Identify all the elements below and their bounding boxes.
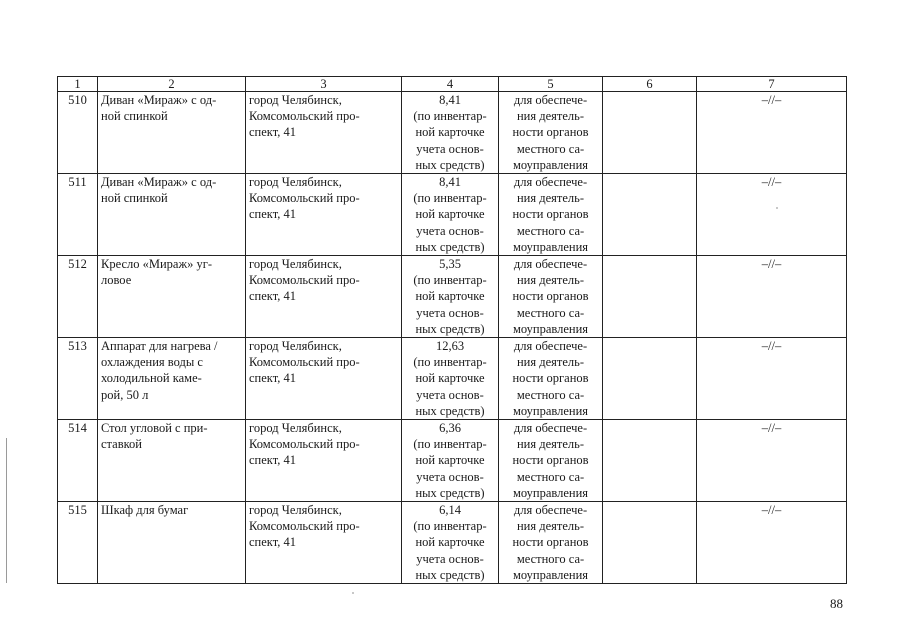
item-note-cell: –//–: [697, 92, 847, 174]
page-number: 88: [830, 596, 843, 611]
item-note-cell: –//–: [697, 420, 847, 502]
item-value-cell-line: ной карточке: [415, 371, 485, 386]
item-purpose-cell-line: местного са-: [516, 305, 585, 320]
column-6-cell: [603, 502, 697, 584]
item-value-cell-line: (по инвентар-: [413, 355, 487, 370]
item-number-cell: 513: [58, 338, 98, 420]
item-purpose-cell-line: для обеспече-: [513, 339, 588, 354]
property-table: [57, 76, 847, 584]
item-purpose-cell-line: ния деятель-: [516, 437, 585, 452]
item-value-cell-line: учета основ-: [416, 551, 484, 566]
item-value-cell: [402, 338, 499, 420]
item-number-cell: 512: [58, 256, 98, 338]
item-purpose-cell-line: ния деятель-: [516, 273, 585, 288]
item-purpose-cell-line: ности органов: [512, 289, 589, 304]
item-purpose-cell-line: моуправления: [512, 567, 589, 582]
item-value-cell-line: 8,41: [439, 175, 461, 190]
item-purpose-cell-line: ния деятель-: [516, 191, 585, 206]
item-name-cell-line: охлаждения воды с: [101, 355, 203, 370]
item-purpose-cell-line: ности органов: [512, 535, 589, 550]
item-address-cell-line: спект, 41: [249, 125, 296, 140]
item-purpose-cell-line: ности органов: [512, 207, 589, 222]
item-address-cell-line: Комсомольский про-: [249, 519, 360, 534]
item-value-cell-line: 6,14: [439, 503, 461, 518]
item-purpose-cell-line: ности органов: [512, 371, 589, 386]
item-purpose-cell-line: местного са-: [516, 141, 585, 156]
item-address-cell-line: спект, 41: [249, 453, 296, 468]
item-address-cell: [246, 502, 402, 584]
item-name-cell: [98, 420, 246, 502]
item-name-cell: [98, 502, 246, 584]
item-purpose-cell-line: моуправления: [512, 239, 589, 254]
item-name-cell-line: ной спинкой: [101, 109, 168, 124]
column-number-7: 7: [697, 77, 847, 92]
item-address-cell-line: Комсомольский про-: [249, 355, 360, 370]
item-address-cell: [246, 92, 402, 174]
item-name-cell-line: Аппарат для нагрева /: [101, 339, 218, 354]
item-purpose-cell-line: ности органов: [512, 453, 589, 468]
item-address-cell: [246, 420, 402, 502]
item-address-cell-line: город Челябинск,: [249, 257, 342, 272]
item-purpose-cell-line: моуправления: [512, 157, 589, 172]
item-purpose-cell-line: местного са-: [516, 469, 585, 484]
item-name-cell-line: рой, 50 л: [101, 387, 149, 402]
column-6-cell: [603, 256, 697, 338]
item-value-cell-line: ных средств): [415, 567, 485, 582]
item-purpose-cell-line: местного са-: [516, 551, 585, 566]
item-purpose-cell: [499, 174, 603, 256]
item-purpose-cell-line: моуправления: [512, 321, 589, 336]
table-row: [58, 92, 847, 174]
item-address-cell-line: город Челябинск,: [249, 339, 342, 354]
item-purpose-cell-line: для обеспече-: [513, 93, 588, 107]
item-name-cell: [98, 174, 246, 256]
item-value-cell-line: учета основ-: [416, 387, 484, 402]
item-name-cell-line: ной спинкой: [101, 191, 168, 206]
column-6-cell: [603, 420, 697, 502]
item-name-cell-line: Кресло «Мираж» уг-: [101, 257, 213, 272]
item-address-cell-line: спект, 41: [249, 289, 296, 304]
item-address-cell-line: Комсомольский про-: [249, 273, 360, 288]
item-address-cell-line: город Челябинск,: [249, 93, 342, 107]
item-purpose-cell-line: местного са-: [516, 387, 585, 402]
column-number-1: 1: [58, 77, 98, 92]
item-address-cell-line: Комсомольский про-: [249, 437, 360, 452]
item-note-cell: –//–: [697, 338, 847, 420]
item-value-cell-line: 12,63: [435, 339, 465, 354]
item-number-cell: 511: [58, 174, 98, 256]
column-6-cell: [603, 338, 697, 420]
column-6-cell: [603, 92, 697, 174]
item-address-cell: [246, 174, 402, 256]
item-purpose-cell-line: ния деятель-: [516, 355, 585, 370]
column-number-3: 3: [246, 77, 402, 92]
scan-speck: [352, 592, 354, 594]
item-value-cell-line: 8,41: [439, 93, 461, 107]
item-value-cell-line: 6,36: [439, 421, 461, 436]
item-value-cell-line: ных средств): [415, 403, 485, 418]
table-row: [58, 174, 847, 256]
item-value-cell-line: ной карточке: [415, 207, 485, 222]
item-note-cell: –//–: [697, 502, 847, 584]
item-value-cell-line: учета основ-: [416, 305, 484, 320]
item-name-cell-line: Шкаф для бумаг: [101, 503, 189, 518]
item-address-cell-line: Комсомольский про-: [249, 109, 360, 124]
column-number-header-row: [58, 77, 847, 92]
item-value-cell-line: 5,35: [439, 257, 461, 272]
item-purpose-cell: [499, 338, 603, 420]
item-value-cell: [402, 92, 499, 174]
item-purpose-cell-line: моуправления: [512, 403, 589, 418]
item-purpose-cell-line: ния деятель-: [516, 519, 585, 534]
item-name-cell-line: ставкой: [101, 437, 142, 452]
item-purpose-cell-line: моуправления: [512, 485, 589, 500]
column-6-cell: [603, 174, 697, 256]
item-purpose-cell: [499, 256, 603, 338]
item-note-cell: –//–: [697, 174, 847, 256]
item-value-cell-line: учета основ-: [416, 223, 484, 238]
column-number-5: 5: [499, 77, 603, 92]
column-number-2: 2: [98, 77, 246, 92]
item-value-cell-line: ной карточке: [415, 535, 485, 550]
item-address-cell-line: спект, 41: [249, 371, 296, 386]
item-value-cell-line: ных средств): [415, 157, 485, 172]
item-address-cell-line: Комсомольский про-: [249, 191, 360, 206]
item-purpose-cell-line: ности органов: [512, 125, 589, 140]
item-address-cell-line: город Челябинск,: [249, 175, 342, 190]
item-value-cell-line: учета основ-: [416, 469, 484, 484]
item-value-cell-line: ных средств): [415, 321, 485, 336]
item-purpose-cell-line: местного са-: [516, 223, 585, 238]
item-value-cell: [402, 256, 499, 338]
item-address-cell-line: спект, 41: [249, 535, 296, 550]
item-purpose-cell-line: ния деятель-: [516, 109, 585, 124]
item-purpose-cell-line: для обеспече-: [513, 503, 588, 518]
item-number-cell: 514: [58, 420, 98, 502]
item-value-cell-line: (по инвентар-: [413, 519, 487, 534]
scan-edge-line: [6, 438, 7, 583]
item-name-cell: [98, 92, 246, 174]
item-value-cell-line: учета основ-: [416, 141, 484, 156]
item-address-cell: [246, 256, 402, 338]
item-name-cell: [98, 338, 246, 420]
item-value-cell-line: (по инвентар-: [413, 437, 487, 452]
item-address-cell: [246, 338, 402, 420]
item-name-cell-line: холодильной каме-: [101, 371, 202, 386]
item-value-cell-line: ной карточке: [415, 289, 485, 304]
item-name-cell-line: ловое: [101, 273, 132, 288]
table-row: [58, 338, 847, 420]
item-name-cell-line: Стол угловой с при-: [101, 421, 208, 436]
item-purpose-cell-line: для обеспече-: [513, 257, 588, 272]
column-number-4: 4: [402, 77, 499, 92]
item-purpose-cell: [499, 420, 603, 502]
item-value-cell-line: (по инвентар-: [413, 109, 487, 124]
item-purpose-cell: [499, 502, 603, 584]
item-value-cell: [402, 420, 499, 502]
item-number-cell: 510: [58, 92, 98, 174]
item-address-cell-line: город Челябинск,: [249, 503, 342, 518]
table-row: [58, 420, 847, 502]
item-value-cell-line: ной карточке: [415, 125, 485, 140]
item-note-cell: –//–: [697, 256, 847, 338]
item-number-cell: 515: [58, 502, 98, 584]
item-value-cell-line: (по инвентар-: [413, 191, 487, 206]
item-value-cell-line: (по инвентар-: [413, 273, 487, 288]
item-purpose-cell-line: для обеспече-: [513, 421, 588, 436]
item-purpose-cell: [499, 92, 603, 174]
table-row: [58, 256, 847, 338]
item-value-cell: [402, 174, 499, 256]
item-name-cell-line: Диван «Мираж» с од-: [101, 175, 217, 190]
item-value-cell-line: ных средств): [415, 239, 485, 254]
item-name-cell-line: Диван «Мираж» с од-: [101, 93, 217, 107]
table-row: [58, 502, 847, 584]
item-address-cell-line: город Челябинск,: [249, 421, 342, 436]
item-value-cell: [402, 502, 499, 584]
column-number-6: 6: [603, 77, 697, 92]
item-value-cell-line: ной карточке: [415, 453, 485, 468]
item-purpose-cell-line: для обеспече-: [513, 175, 588, 190]
item-address-cell-line: спект, 41: [249, 207, 296, 222]
item-name-cell: [98, 256, 246, 338]
item-value-cell-line: ных средств): [415, 485, 485, 500]
